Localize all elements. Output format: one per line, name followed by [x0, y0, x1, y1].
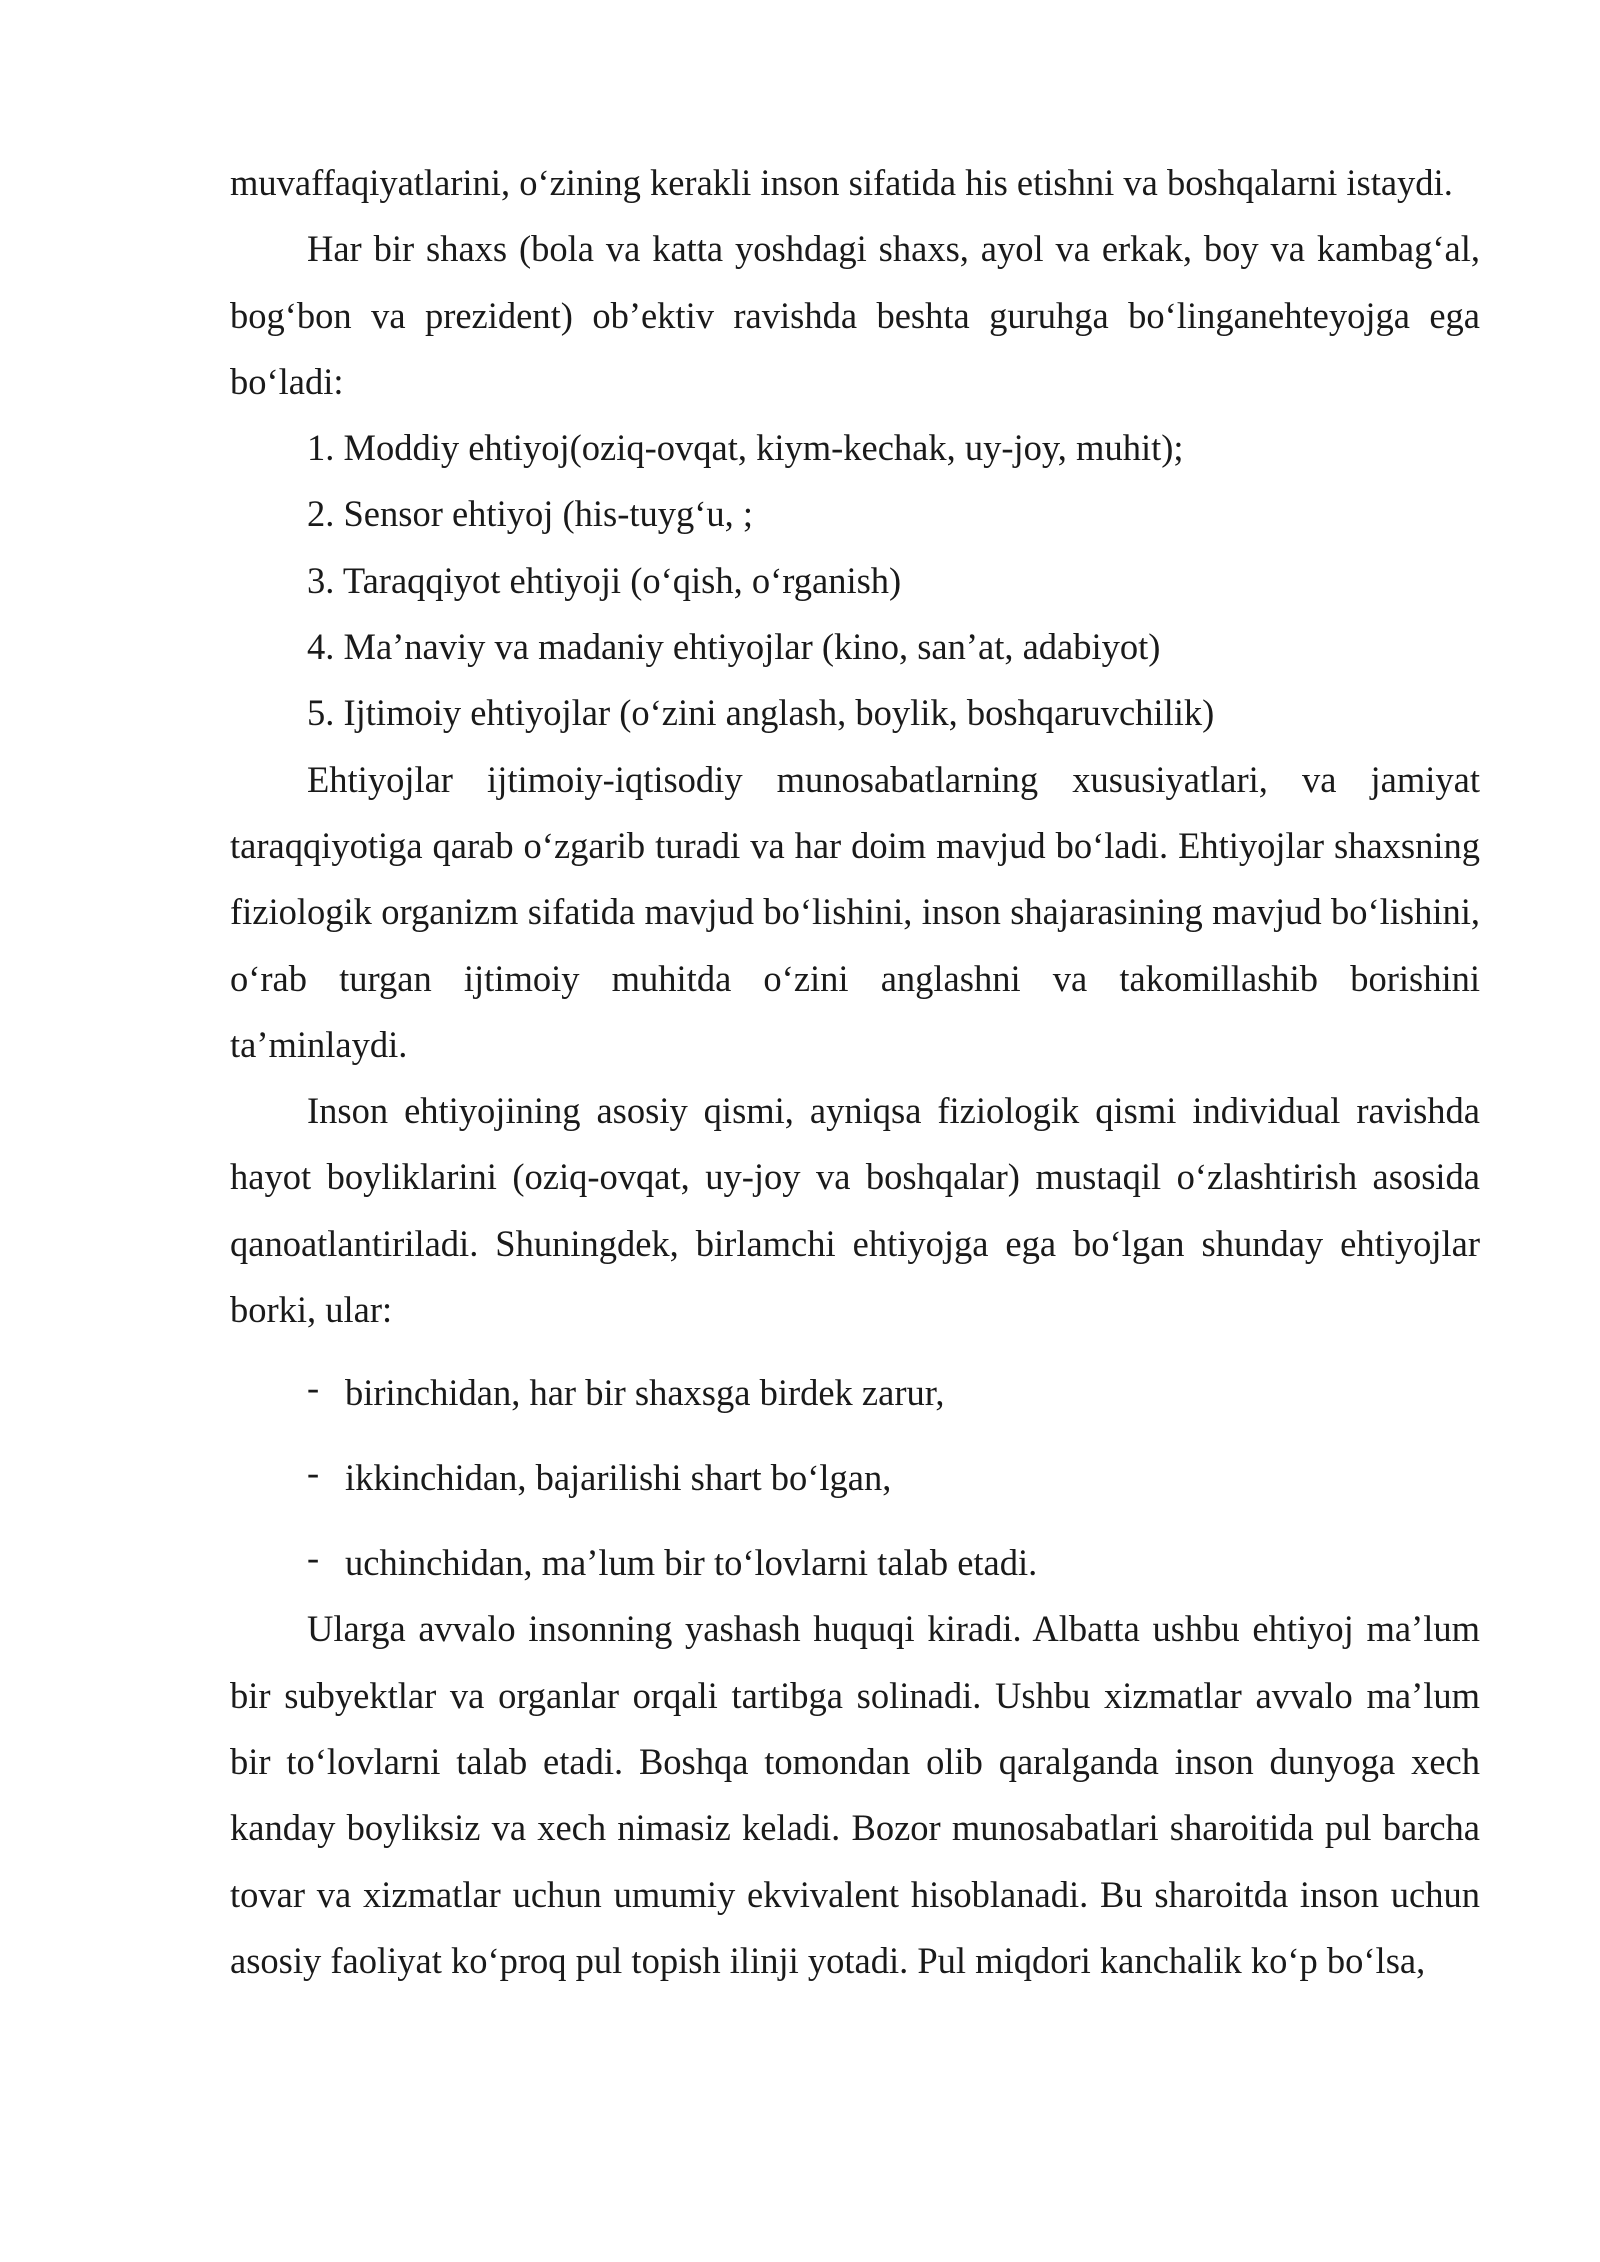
bullet-text: ikkinchidan, bajarilishi shart bo‘lgan,	[345, 1457, 892, 1499]
numbered-list-item: 4. Ma’naviy va madaniy ehtiyojlar (kino, san’at, adabiyot)	[307, 626, 1161, 668]
dash-bullet-icon: -	[307, 1367, 320, 1409]
bullet-text: uchinchidan, ma’lum bir to‘lovlarni talab etadi.	[345, 1542, 1038, 1584]
bullet-text: birinchidan, har bir shaxsga birdek zarur,	[345, 1372, 945, 1414]
numbered-list-item: 5. Ijtimoiy ehtiyojlar (o‘zini anglash, boylik, boshqaruvchilik)	[307, 692, 1215, 734]
paragraph-rights-money: Ularga avvalo insonning yashash huquqi kiradi. Albatta ushbu ehtiyoj ma’lum bir subyektlar va organlar orqali tartibga solinadi. Ushbu xizmatlar avvalo ma’lum bir to‘lovlarni talab etadi. Boshqa tomondan olib qaralganda inson dunyoga xech kanday boyliksiz va xech nimasiz keladi. Bozor munosabatlari sharoitida pul barcha tovar va xizmatlar uchun umumiy ekvivalent hisoblanadi. Bu sharoitda inson uchun asosiy faoliyat ko‘proq pul topish ilinji yotadi. Pul miqdori kanchalik ko‘p bo‘lsa,	[230, 1608, 1480, 1981]
bullet-list-item	[230, 1530, 1480, 1596]
paragraph-continuation: muvaffaqiyatlarini, o‘zining kerakli inson sifatida his etishni va boshqalarni istaydi.	[230, 162, 1453, 203]
bullet-list	[230, 1360, 1480, 1596]
numbered-list-item: 1. Moddiy ehtiyoj(oziq-ovqat, kiym-kechak, uy-joy, muhit);	[307, 427, 1184, 469]
numbered-list-item: 2. Sensor ehtiyoj (his-tuyg‘u, ;	[307, 493, 754, 535]
paragraph-needs-intro: Har bir shaxs (bola va katta yoshdagi shaxs, ayol va erkak, boy va kambag‘al, bog‘bon va prezident) ob’ektiv ravishda beshta guruhga bo‘linganehteyojga ega bo‘ladi:	[230, 228, 1480, 402]
paragraph-basic-needs: Inson ehtiyojining asosiy qismi, ayniqsa fiziologik qismi individual ravishda hayot boyliklarini (oziq-ovqat, uy-joy va boshqalar) mustaqil o‘zlashtirish asosida qanoatlantiriladi. Shuningdek, birlamchi ehtiyojga ega bo‘lgan shunday ehtiyojlar borki, ular:	[230, 1090, 1480, 1331]
bullet-list-item	[230, 1360, 1480, 1426]
document-page	[230, 150, 1480, 1994]
numbered-list-item: 3. Taraqqiyot ehtiyoji (o‘qish, o‘rganish)	[307, 559, 902, 601]
paragraph-needs-change: Ehtiyojlar ijtimoiy-iqtisodiy munosabatlarning xususiyatlari, va jamiyat taraqqiyotiga qarab o‘zgarib turadi va har doim mavjud bo‘ladi. Ehtiyojlar shaxsning fiziologik organizm sifatida mavjud bo‘lishini, inson shajarasining mavjud bo‘lishini, o‘rab turgan ijtimoiy muhitda o‘zini anglashni va takomillashib borishini ta’minlaydi.	[230, 758, 1480, 1065]
dash-bullet-icon: -	[307, 1537, 320, 1579]
bullet-list-item	[230, 1445, 1480, 1511]
dash-bullet-icon: -	[307, 1452, 320, 1494]
